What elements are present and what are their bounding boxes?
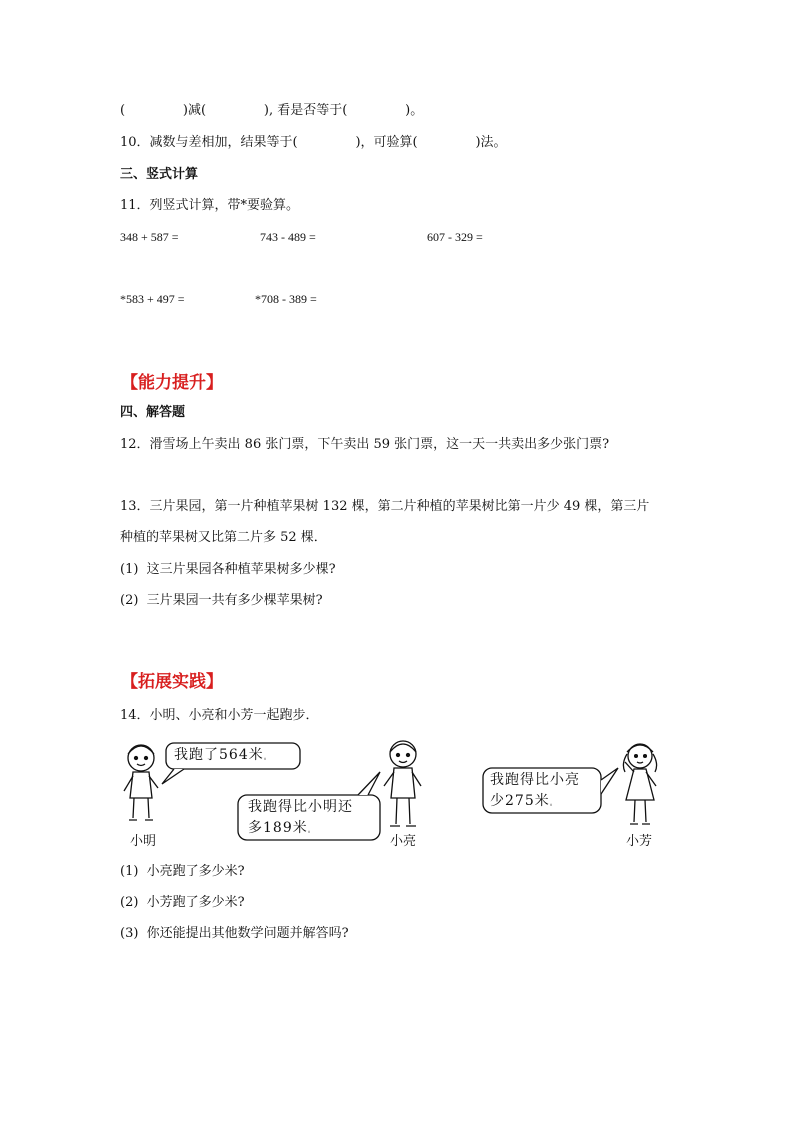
question-13-line-2: 种植的苹果树又比第二片多 52 棵． [120,530,327,545]
name-xiaoming: 小明 [130,834,157,849]
question-14-sub-2: (2) 小芳跑了多少米? [120,895,245,910]
calc-3: 607 - 329 = [427,230,483,244]
section-ability-heading: 【能力提升】 [121,373,223,393]
question-14: 14．小明、小亮和小芳一起跑步． [120,708,319,723]
name-xiaoliang: 小亮 [390,834,417,849]
question-12: 12．滑雪场上午卖出 86 张门票，下午卖出 59 张门票，这一天一共卖出多少张门票? [120,437,610,452]
question-11: 11．列竖式计算，带*要验算。 [120,198,300,213]
girl-xiaofang-figure [623,744,656,824]
fill-blank-line-9: ( )减( ), 看是否等于( )。 [120,103,424,118]
boy-xiaoming-figure [124,745,158,820]
question-14-sub-3: (3) 你还能提出其他数学问题并解答吗? [120,926,349,941]
calc-4: *583 + 497 = [120,292,185,306]
question-14-sub-1: (1) 小亮跑了多少米? [120,864,245,879]
speech-bubble-1-tail [162,769,184,784]
boy-xiaoliang-figure [384,741,421,826]
bubble-1-text: 我跑了564米。 [174,747,272,763]
section-4-heading: 四、解答题 [120,405,186,420]
question-13-sub-1: (1) 这三片果园各种植苹果树多少棵? [120,562,336,577]
bubble-2-line-2: 多189米。 [248,820,316,836]
question-10: 10．减数与差相加，结果等于( )，可验算( )法。 [120,135,507,150]
question-13-line-1: 13．三片果园，第一片种植苹果树 132 棵，第二片种植的苹果树比第一片少 49 棵，第三片 [120,499,650,514]
section-3-heading: 三、竖式计算 [120,167,199,182]
bubble-2-line-1: 我跑得比小明还 [248,799,353,815]
speech-bubble-2-tail [358,772,380,795]
calc-5: *708 - 389 = [255,292,317,306]
question-13-sub-2: (2) 三片果园一共有多少棵苹果树? [120,593,323,608]
bubble-3-line-1: 我跑得比小亮 [490,772,580,788]
calc-1: 348 + 587 = [120,230,179,244]
bubble-3-line-2: 少275米。 [490,793,558,809]
speech-bubble-3-tail [601,768,618,794]
name-xiaofang: 小芳 [626,834,653,849]
running-illustration [118,736,678,856]
section-extension-heading: 【拓展实践】 [121,672,223,692]
calc-2: 743 - 489 = [260,230,316,244]
